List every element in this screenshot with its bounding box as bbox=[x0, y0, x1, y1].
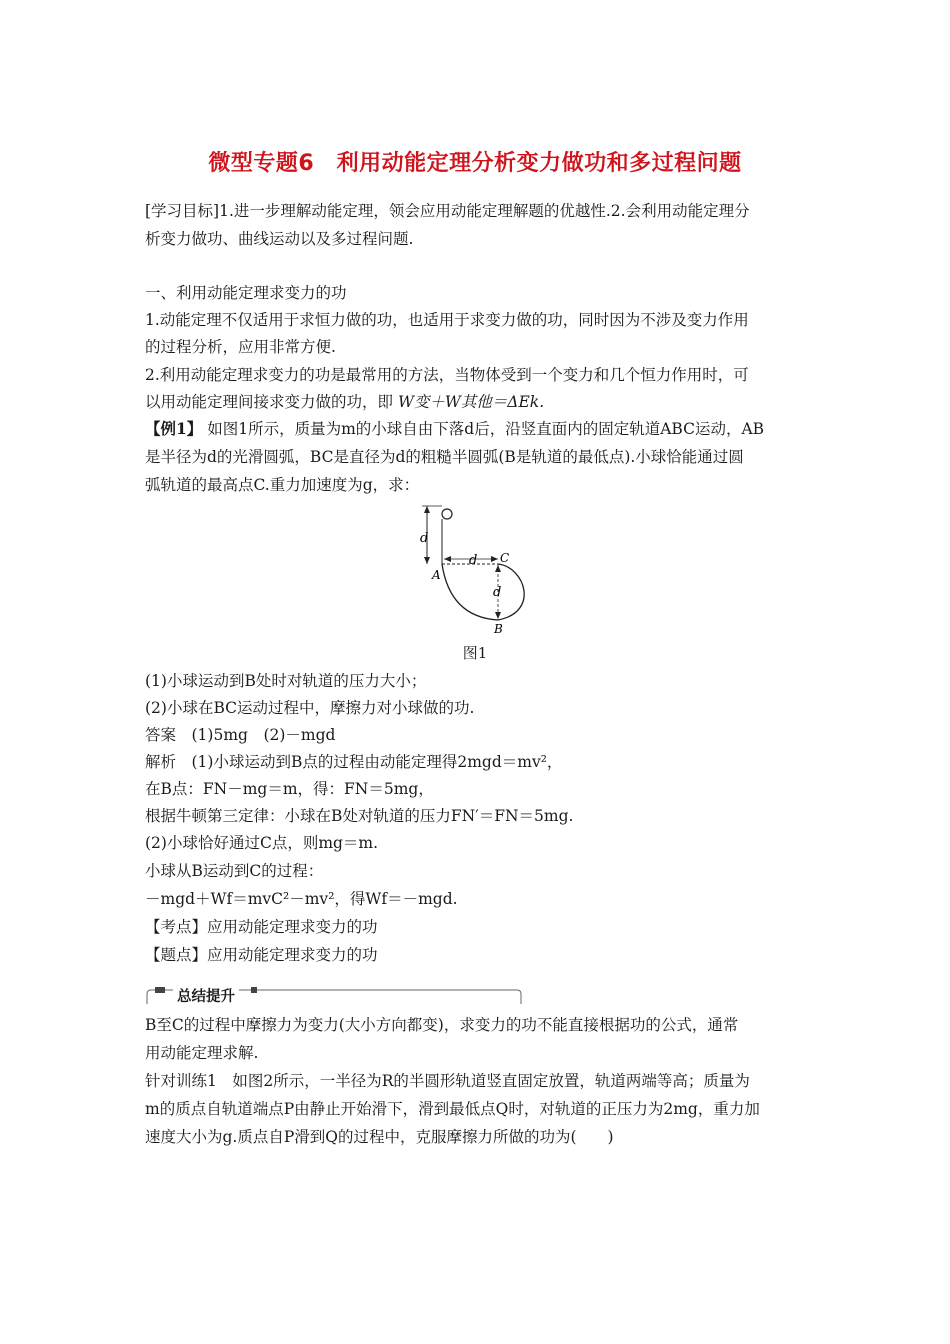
label-a: A bbox=[432, 568, 441, 582]
summary-label: 总结提升 bbox=[173, 985, 239, 1006]
label-d-mid: d bbox=[469, 553, 478, 568]
summary-line-1: B至C的过程中摩擦力为变力(大小方向都变)，求变力的功不能直接根据功的公式，通常 bbox=[145, 1016, 739, 1034]
summary-line-2: 用动能定理求解. bbox=[145, 1044, 259, 1062]
work-formula: W变＋W其他＝ΔEk. bbox=[397, 393, 545, 411]
training-1-line-2: m的质点自轨道端点P由静止开始滑下，滑到最低点Q时，对轨道的正压力为2mg，重力加 bbox=[145, 1100, 760, 1118]
question-2: (2)小球在BC运动过程中，摩擦力对小球做的功. bbox=[145, 699, 475, 717]
example-text: 如图1所示，质量为m的小球自由下落d后，沿竖直面内的固定轨道ABC运动，AB bbox=[207, 420, 765, 438]
learning-objectives-line-1: [学习目标]1.进一步理解动能定理，领会应用动能定理解题的优越性.2.会利用动能定理分 bbox=[145, 202, 750, 220]
training-1-line-1: 针对训练1 如图2所示，一半径为R的半圆形轨道竖直固定放置，轨道两端等高；质量为 bbox=[145, 1072, 750, 1090]
analysis-line-6: －mgd＋Wf＝mvC²－mv²，得Wf＝－mgd. bbox=[145, 890, 458, 908]
analysis-line-3: 根据牛顿第三定律：小球在B处对轨道的压力FN′＝FN＝5mg. bbox=[145, 807, 574, 825]
analysis-line-5: 小球从B运动到C的过程： bbox=[145, 862, 324, 880]
figure-1-caption: 图1 bbox=[462, 644, 488, 662]
analysis-line-1: 解析 (1)小球运动到B点的过程由动能定理得2mgd＝mv²， bbox=[145, 753, 563, 771]
learning-objectives-line-2: 析变力做功、曲线运动以及多过程问题. bbox=[145, 230, 414, 248]
example-1-line-1 bbox=[145, 419, 810, 439]
example-tag: 【例1】 bbox=[145, 419, 203, 438]
paragraph-2-line-1: 2.利用动能定理求变力的功是最常用的方法，当物体受到一个变力和几个恒力作用时，可 bbox=[145, 366, 749, 384]
label-b: B bbox=[494, 622, 503, 636]
label-d-top: d bbox=[420, 531, 429, 546]
example-1-line-2: 是半径为d的光滑圆弧，BC是直径为d的粗糙半圆弧(B是轨道的最低点).小球恰能通过圆 bbox=[145, 448, 744, 466]
label-d-right: d bbox=[493, 585, 502, 600]
example-1-line-3: 弧轨道的最高点C.重力加速度为g，求： bbox=[145, 476, 420, 494]
paragraph-2-line-2 bbox=[145, 392, 810, 412]
exam-point: 【考点】应用动能定理求变力的功 bbox=[145, 918, 378, 936]
training-1-line-3: 速度大小为g.质点自P滑到Q的过程中，克服摩擦力所做的功为( ) bbox=[145, 1128, 614, 1146]
topic-point: 【题点】应用动能定理求变力的功 bbox=[145, 946, 378, 964]
section-heading: 一、利用动能定理求变力的功 bbox=[145, 284, 347, 302]
figure-1-diagram bbox=[400, 502, 550, 641]
analysis-line-2: 在B点：FN－mg＝m，得：FN＝5mg， bbox=[145, 780, 434, 798]
answer: 答案 (1)5mg (2)－mgd bbox=[145, 726, 336, 744]
paragraph-2-text: 以用动能定理间接求变力做的功，即 bbox=[145, 393, 398, 411]
label-c: C bbox=[500, 551, 510, 565]
paragraph-1-line-2: 的过程分析，应用非常方便. bbox=[145, 338, 336, 356]
question-1: (1)小球运动到B处时对轨道的压力大小； bbox=[145, 672, 427, 690]
page-title: 微型专题6 利用动能定理分析变力做功和多过程问题 bbox=[208, 151, 742, 176]
ball-icon bbox=[442, 509, 452, 519]
summary-header bbox=[145, 984, 525, 1006]
paragraph-1-line-1: 1.动能定理不仅适用于求恒力做的功，也适用于求变力做的功，同时因为不涉及变力作用 bbox=[145, 311, 749, 329]
analysis-line-4: (2)小球恰好通过C点，则mg＝m. bbox=[145, 834, 379, 852]
